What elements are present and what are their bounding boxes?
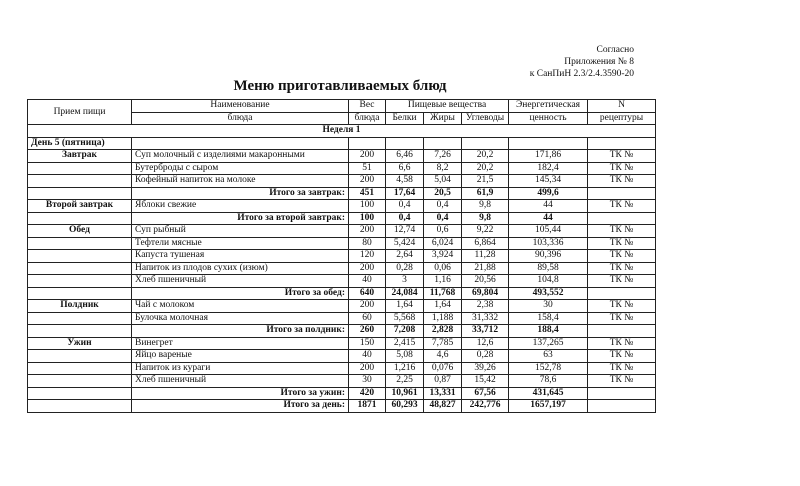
meal-cell xyxy=(28,262,132,275)
carbs-cell: 31,332 xyxy=(462,312,509,325)
carbs-cell: 2,38 xyxy=(462,300,509,313)
recipe-cell: ТК № xyxy=(588,275,656,288)
menu-row xyxy=(28,200,656,213)
carbs-cell: 61,9 xyxy=(462,187,509,200)
carbs-cell: 39,26 xyxy=(462,362,509,375)
total-label: Итого за день: xyxy=(132,400,349,413)
dish-cell: Капуста тушеная xyxy=(132,250,349,263)
column-meal: Прием пищи xyxy=(28,100,132,125)
column-recipe: N xyxy=(588,100,656,113)
approval-note-line: Приложения № 8 xyxy=(564,57,634,67)
energy-cell: 145,34 xyxy=(509,175,588,188)
menu-row xyxy=(28,350,656,363)
fat-cell: 7,785 xyxy=(424,337,462,350)
weight-cell: 260 xyxy=(349,325,386,338)
energy-cell: 188,4 xyxy=(509,325,588,338)
weight-cell: 200 xyxy=(349,300,386,313)
week-label: Неделя 1 xyxy=(28,125,656,138)
menu-row xyxy=(28,275,656,288)
fat-cell: 0,6 xyxy=(424,225,462,238)
meal-cell xyxy=(28,237,132,250)
recipe-cell xyxy=(588,287,656,300)
carbs-cell: 0,28 xyxy=(462,350,509,363)
fat-cell: 3,924 xyxy=(424,250,462,263)
dish-cell: Хлеб пшеничный xyxy=(132,275,349,288)
weight-cell: 60 xyxy=(349,312,386,325)
column-carbs: Углеводы xyxy=(462,112,509,125)
total-row xyxy=(28,187,656,200)
column-dish: Наименование xyxy=(132,100,349,113)
weight-cell: 40 xyxy=(349,350,386,363)
protein-cell: 5,568 xyxy=(386,312,424,325)
protein-cell: 7,208 xyxy=(386,325,424,338)
protein-cell: 0,4 xyxy=(386,200,424,213)
energy-cell: 182,4 xyxy=(509,162,588,175)
meal-cell: Ужин xyxy=(28,337,132,350)
protein-cell: 24,084 xyxy=(386,287,424,300)
protein-cell: 0,4 xyxy=(386,212,424,225)
fat-cell: 0,87 xyxy=(424,375,462,388)
energy-cell: 499,6 xyxy=(509,187,588,200)
menu-row xyxy=(28,262,656,275)
weight-cell: 420 xyxy=(349,387,386,400)
recipe-cell: ТК № xyxy=(588,237,656,250)
recipe-cell xyxy=(588,187,656,200)
dish-cell: Тефтели мясные xyxy=(132,237,349,250)
carbs-cell: 33,712 xyxy=(462,325,509,338)
fat-cell: 2,828 xyxy=(424,325,462,338)
total-row xyxy=(28,325,656,338)
dish-cell: Суп молочный с изделиями макаронными xyxy=(132,150,349,163)
protein-cell: 60,293 xyxy=(386,400,424,413)
menu-table-header xyxy=(28,100,656,125)
fat-cell: 4,6 xyxy=(424,350,462,363)
fat-cell: 8,2 xyxy=(424,162,462,175)
page-title: Меню приготавливаемых блюд xyxy=(233,78,447,94)
fat-cell: 7,26 xyxy=(424,150,462,163)
weight-cell: 51 xyxy=(349,162,386,175)
menu-row xyxy=(28,375,656,388)
meal-cell xyxy=(28,162,132,175)
column-fat: Жиры xyxy=(424,112,462,125)
meal-cell xyxy=(28,287,132,300)
weight-cell: 150 xyxy=(349,337,386,350)
energy-cell: 63 xyxy=(509,350,588,363)
carbs-cell: 67,56 xyxy=(462,387,509,400)
menu-row xyxy=(28,225,656,238)
recipe-cell: ТК № xyxy=(588,250,656,263)
fat-cell: 1,16 xyxy=(424,275,462,288)
weight-cell: 200 xyxy=(349,150,386,163)
protein-cell: 5,08 xyxy=(386,350,424,363)
recipe-cell: ТК № xyxy=(588,225,656,238)
protein-cell: 1,64 xyxy=(386,300,424,313)
meal-cell xyxy=(28,362,132,375)
energy-cell: 1657,197 xyxy=(509,400,588,413)
meal-cell xyxy=(28,400,132,413)
weight-cell: 40 xyxy=(349,275,386,288)
menu-row xyxy=(28,237,656,250)
fat-cell: 1,64 xyxy=(424,300,462,313)
carbs-cell: 11,28 xyxy=(462,250,509,263)
recipe-cell xyxy=(588,400,656,413)
dish-cell: Винегрет xyxy=(132,337,349,350)
energy-cell: 137,265 xyxy=(509,337,588,350)
energy-cell: 431,645 xyxy=(509,387,588,400)
protein-cell: 2,64 xyxy=(386,250,424,263)
menu-table xyxy=(27,99,656,413)
carbs-cell: 21,5 xyxy=(462,175,509,188)
recipe-cell xyxy=(588,387,656,400)
dish-cell: Яблоки свежие xyxy=(132,200,349,213)
column-dish-sub: блюда xyxy=(132,112,349,125)
carbs-cell: 20,56 xyxy=(462,275,509,288)
meal-cell xyxy=(28,175,132,188)
recipe-cell xyxy=(588,325,656,338)
protein-cell: 1,216 xyxy=(386,362,424,375)
recipe-cell: ТК № xyxy=(588,262,656,275)
menu-row xyxy=(28,162,656,175)
column-weight-sub: блюда xyxy=(349,112,386,125)
approval-note-line: Согласно xyxy=(596,45,634,55)
fat-cell: 0,076 xyxy=(424,362,462,375)
recipe-cell: ТК № xyxy=(588,375,656,388)
energy-cell: 104,8 xyxy=(509,275,588,288)
menu-row xyxy=(28,362,656,375)
carbs-cell: 12,6 xyxy=(462,337,509,350)
fat-cell: 0,4 xyxy=(424,200,462,213)
weight-cell: 200 xyxy=(349,175,386,188)
energy-cell: 44 xyxy=(509,200,588,213)
menu-table-body xyxy=(28,125,656,413)
weight-cell: 120 xyxy=(349,250,386,263)
recipe-cell xyxy=(588,212,656,225)
weight-cell: 200 xyxy=(349,225,386,238)
dish-cell: Хлеб пшеничный xyxy=(132,375,349,388)
energy-cell: 493,552 xyxy=(509,287,588,300)
energy-cell: 89,58 xyxy=(509,262,588,275)
column-weight: Вес xyxy=(349,100,386,113)
protein-cell: 2,415 xyxy=(386,337,424,350)
recipe-cell: ТК № xyxy=(588,312,656,325)
protein-cell: 0,28 xyxy=(386,262,424,275)
protein-cell: 6,46 xyxy=(386,150,424,163)
energy-cell: 158,4 xyxy=(509,312,588,325)
fat-cell: 0,4 xyxy=(424,212,462,225)
total-label: Итого за второй завтрак: xyxy=(132,212,349,225)
recipe-cell: ТК № xyxy=(588,175,656,188)
column-energy: Энергетическая xyxy=(509,100,588,113)
carbs-cell: 9,8 xyxy=(462,200,509,213)
meal-cell xyxy=(28,312,132,325)
total-row xyxy=(28,400,656,413)
weight-cell: 30 xyxy=(349,375,386,388)
weight-cell: 451 xyxy=(349,187,386,200)
protein-cell: 10,961 xyxy=(386,387,424,400)
recipe-cell: ТК № xyxy=(588,162,656,175)
protein-cell: 2,25 xyxy=(386,375,424,388)
recipe-cell: ТК № xyxy=(588,200,656,213)
meal-cell xyxy=(28,325,132,338)
menu-row xyxy=(28,312,656,325)
approval-note xyxy=(530,44,634,80)
meal-cell: Полдник xyxy=(28,300,132,313)
protein-cell: 12,74 xyxy=(386,225,424,238)
menu-row xyxy=(28,337,656,350)
carbs-cell: 69,804 xyxy=(462,287,509,300)
energy-cell: 103,336 xyxy=(509,237,588,250)
energy-cell: 90,396 xyxy=(509,250,588,263)
carbs-cell: 9,8 xyxy=(462,212,509,225)
carbs-cell: 15,42 xyxy=(462,375,509,388)
total-label: Итого за полдник: xyxy=(132,325,349,338)
carbs-cell: 242,776 xyxy=(462,400,509,413)
carbs-cell: 21,88 xyxy=(462,262,509,275)
protein-cell: 3 xyxy=(386,275,424,288)
dish-cell: Напиток из кураги xyxy=(132,362,349,375)
recipe-cell: ТК № xyxy=(588,150,656,163)
dish-cell: Яйцо вареные xyxy=(132,350,349,363)
weight-cell: 640 xyxy=(349,287,386,300)
weight-cell: 100 xyxy=(349,212,386,225)
menu-row xyxy=(28,175,656,188)
meal-cell xyxy=(28,350,132,363)
total-row xyxy=(28,212,656,225)
protein-cell: 4,58 xyxy=(386,175,424,188)
day-label: День 5 (пятница) xyxy=(28,137,132,150)
recipe-cell: ТК № xyxy=(588,350,656,363)
total-label: Итого за завтрак: xyxy=(132,187,349,200)
recipe-cell: ТК № xyxy=(588,362,656,375)
total-label: Итого за обед: xyxy=(132,287,349,300)
dish-cell: Кофейный напиток на молоке xyxy=(132,175,349,188)
dish-cell: Напиток из плодов сухих (изюм) xyxy=(132,262,349,275)
meal-cell: Обед xyxy=(28,225,132,238)
dish-cell: Чай с молоком xyxy=(132,300,349,313)
protein-cell: 5,424 xyxy=(386,237,424,250)
meal-cell: Второй завтрак xyxy=(28,200,132,213)
day-row xyxy=(28,137,656,150)
recipe-cell: ТК № xyxy=(588,300,656,313)
energy-cell: 44 xyxy=(509,212,588,225)
protein-cell: 6,6 xyxy=(386,162,424,175)
meal-cell xyxy=(28,187,132,200)
week-row xyxy=(28,125,656,138)
energy-cell: 171,86 xyxy=(509,150,588,163)
energy-cell: 78,6 xyxy=(509,375,588,388)
weight-cell: 200 xyxy=(349,362,386,375)
weight-cell: 1871 xyxy=(349,400,386,413)
weight-cell: 100 xyxy=(349,200,386,213)
fat-cell: 6,024 xyxy=(424,237,462,250)
meal-cell: Завтрак xyxy=(28,150,132,163)
fat-cell: 48,827 xyxy=(424,400,462,413)
column-recipe-sub: рецептуры xyxy=(588,112,656,125)
fat-cell: 5,04 xyxy=(424,175,462,188)
meal-cell xyxy=(28,212,132,225)
weight-cell: 200 xyxy=(349,262,386,275)
energy-cell: 30 xyxy=(509,300,588,313)
energy-cell: 152,78 xyxy=(509,362,588,375)
total-row xyxy=(28,387,656,400)
menu-row xyxy=(28,300,656,313)
weight-cell: 80 xyxy=(349,237,386,250)
fat-cell: 0,06 xyxy=(424,262,462,275)
menu-row xyxy=(28,150,656,163)
dish-cell: Суп рыбный xyxy=(132,225,349,238)
fat-cell: 20,5 xyxy=(424,187,462,200)
total-label: Итого за ужин: xyxy=(132,387,349,400)
meal-cell xyxy=(28,375,132,388)
meal-cell xyxy=(28,387,132,400)
menu-row xyxy=(28,250,656,263)
carbs-cell: 9,22 xyxy=(462,225,509,238)
protein-cell: 17,64 xyxy=(386,187,424,200)
energy-cell: 105,44 xyxy=(509,225,588,238)
column-protein: Белки xyxy=(386,112,424,125)
meal-cell xyxy=(28,275,132,288)
carbs-cell: 20,2 xyxy=(462,162,509,175)
fat-cell: 13,331 xyxy=(424,387,462,400)
column-nutrients: Пищевые вещества xyxy=(386,100,509,113)
meal-cell xyxy=(28,250,132,263)
carbs-cell: 20,2 xyxy=(462,150,509,163)
dish-cell: Бутерброды с сыром xyxy=(132,162,349,175)
approval-note-line: к СанПиН 2.3/2.4.3590-20 xyxy=(529,69,634,79)
column-energy-sub: ценность xyxy=(509,112,588,125)
dish-cell: Булочка молочная xyxy=(132,312,349,325)
fat-cell: 1,188 xyxy=(424,312,462,325)
carbs-cell: 6,864 xyxy=(462,237,509,250)
recipe-cell: ТК № xyxy=(588,337,656,350)
total-row xyxy=(28,287,656,300)
fat-cell: 11,768 xyxy=(424,287,462,300)
